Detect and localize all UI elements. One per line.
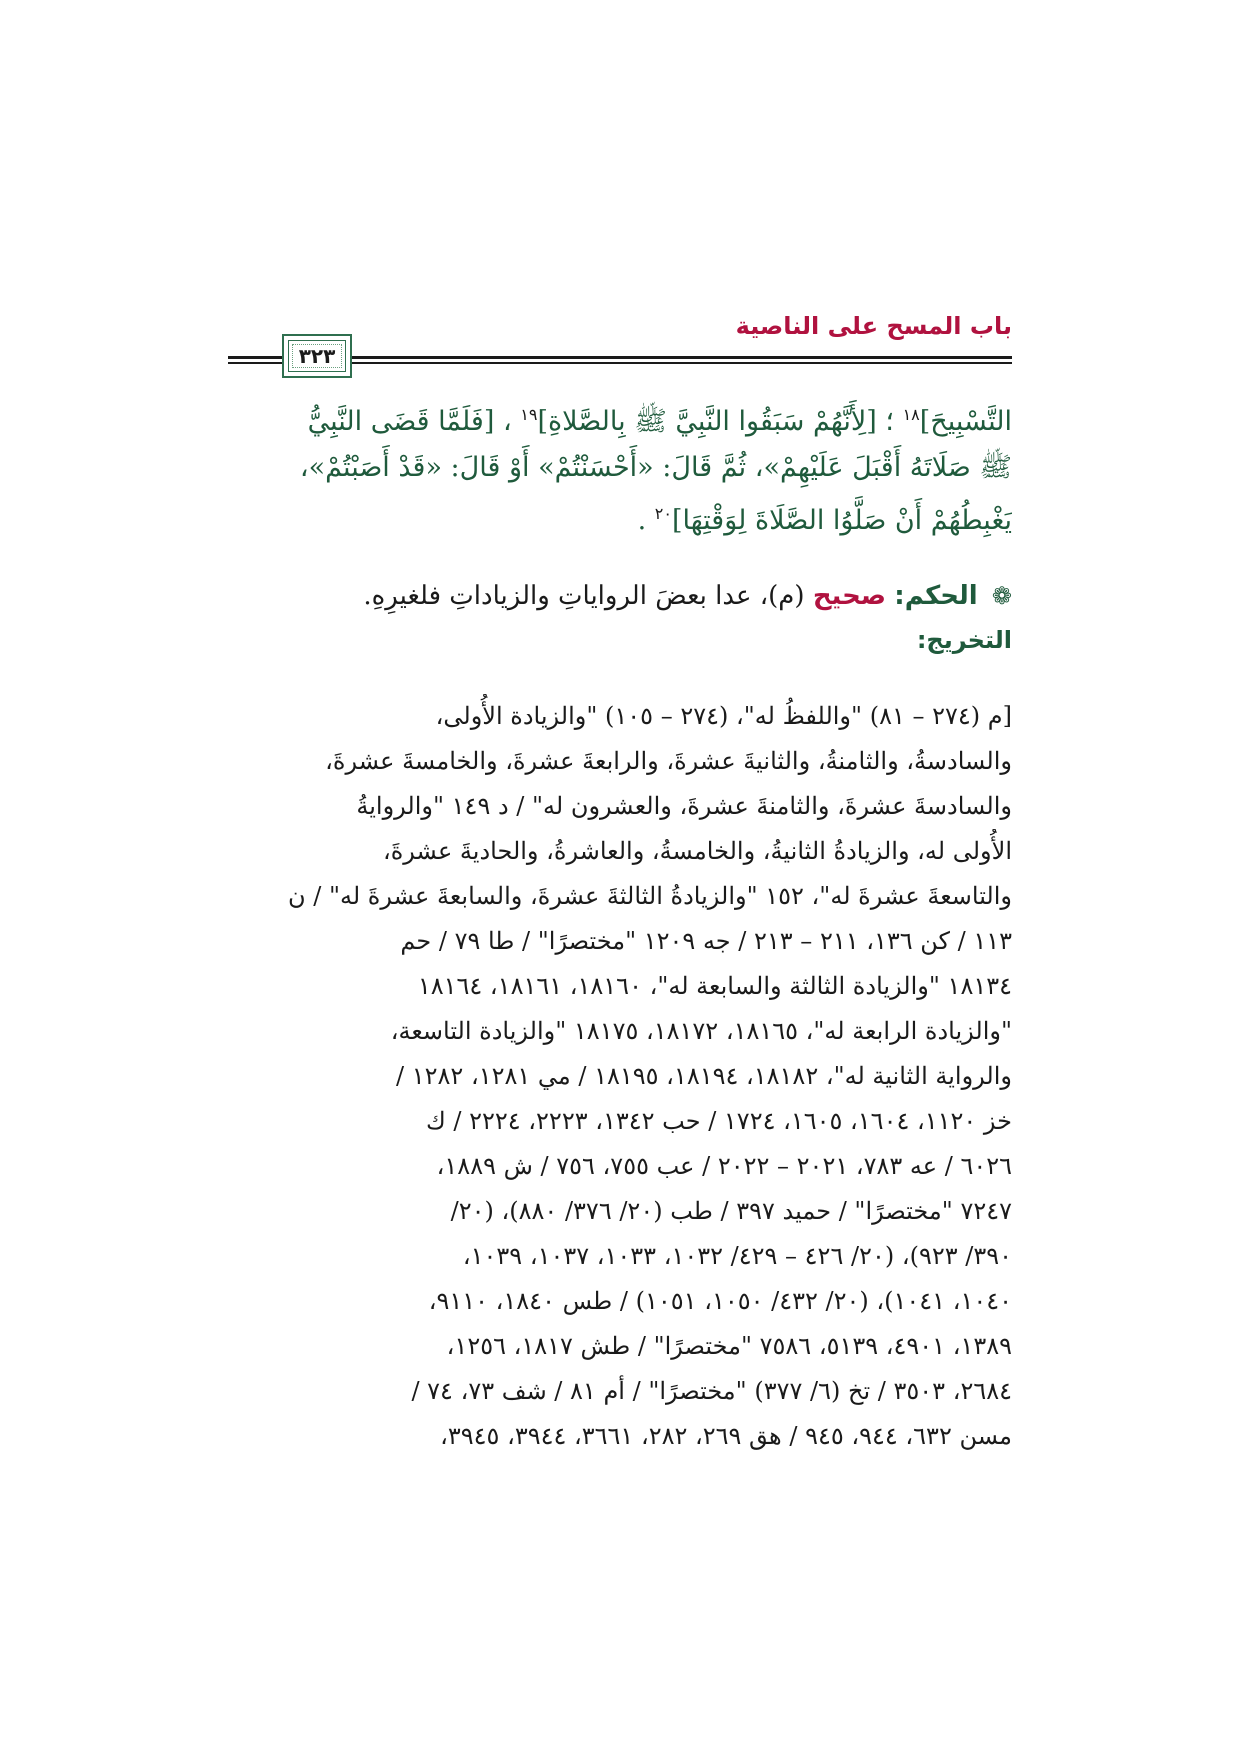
hadith-line: يَغْبِطُهُمْ أَنْ صَلَّوُا الصَّلَاةَ لِوَقْتِهَا]$^{٢٠}$ . [637, 504, 1012, 536]
takhrij-line: "والزيادة الرابعة له"، ١٨١٦٥، ١٨١٧٢، ١٨١٧٥ "والزيادة التاسعة، [390, 1017, 1012, 1045]
takhrij-line: مسن ٦٣٢، ٩٤٤، ٩٤٥ / هق ٢٦٩، ٢٨٢، ٣٦٦١، ٣٩٤٤، ٣٩٤٥، [440, 1422, 1012, 1450]
takhrij-line: [م (٢٧٤ – ٨١) "واللفظُ له"، (٢٧٤ – ١٠٥) "والزيادة الأُولى، [435, 702, 1012, 730]
hukm-line [228, 576, 1012, 616]
takhrij-line: الأُولى له، والزيادةُ الثانيةُ، والخامسةُ، والعاشرةُ، والحاديةَ عشرةَ، [382, 837, 1012, 865]
takhrij-line: والتاسعةَ عشرةَ له"، ١٥٢ "والزيادةُ الثالثةَ عشرةَ، والسابعةَ عشرةَ له" / ن [287, 882, 1012, 910]
takhrij-line: خز ١١٢٠، ١٦٠٤، ١٦٠٥، ١٧٢٤ / حب ١٣٤٢، ٢٢٢٣، ٢٢٢٤ / ك [425, 1107, 1012, 1135]
takhrij-line: ١٠٤٠، ١٠٤١)، (٢٠/ ٤٣٢/ ١٠٥٠، ١٠٥١) / طس ١٨٤٠، ٩١١٠، [428, 1287, 1012, 1315]
takhrij-line: ١٨١٣٤ "والزيادة الثالثة والسابعة له"، ١٨١٦٠، ١٨١٦١، ١٨١٦٤ [417, 972, 1012, 1000]
hukm-grade: صحيح [812, 581, 887, 611]
takhrij-line: والسادسةُ، والثامنةُ، والثانيةَ عشرةَ، والرابعةَ عشرةَ، والخامسةَ عشرةَ، [325, 747, 1012, 775]
page-number-badge [282, 334, 352, 378]
takhrij-heading: التخريج: [916, 626, 1012, 654]
hadith-line: ﷺ صَلَاتَهُ أَقْبَلَ عَلَيْهِمْ»، ثُمَّ قَالَ: «أَحْسَنْتُمْ» أَوْ قَالَ: «قَدْ أَصَبْتُمْ»، [299, 452, 1012, 483]
takhrij-line: والسادسةَ عشرةَ، والثامنةَ عشرةَ، والعشرون له" / د ١٤٩ "والروايةُ [356, 792, 1012, 820]
takhrij-line: ٢٦٨٤، ٣٥٠٣ / تخ (٦/ ٣٧٧) "مختصرًا" / أم ٨١ / شف ٧٣، ٧٤ / [411, 1377, 1012, 1405]
page-number: ٣٢٣ [298, 344, 336, 368]
takhrij-body [228, 694, 1012, 1459]
chapter-title: باب المسح على الناصية [735, 312, 1012, 340]
takhrij-line: ٦٠٢٦ / عه ٧٨٣، ٢٠٢١ – ٢٠٢٢ / عب ٧٥٥، ٧٥٦ / ش ١٨٨٩، [436, 1152, 1012, 1180]
footnote-marker: ١٩ [520, 405, 538, 424]
takhrij-line: ٧٢٤٧ "مختصرًا" / حميد ٣٩٧ / طب (٢٠/ ٣٧٦/ ٨٨٠)، (٢٠/ [450, 1197, 1012, 1225]
takhrij-line: ١٣٨٩، ٤٩٠١، ٥١٣٩، ٧٥٨٦ "مختصرًا" / طش ١٨١٧، ١٢٥٦، [446, 1332, 1012, 1360]
takhrij-line: والرواية الثانية له"، ١٨١٨٢، ١٨١٩٤، ١٨١٩٥ / مي ١٢٨١، ١٢٨٢ / [396, 1062, 1012, 1090]
hukm-rest: (م)، عدا بعضَ الرواياتِ والزياداتِ فلغيرِهِ. [363, 581, 805, 611]
flower-ornament-icon: ❁ [991, 582, 1012, 610]
footnote-marker: ٢٠ [654, 504, 672, 523]
takhrij-line: ١١٣ / كن ١٣٦، ٢١١ – ٢١٣ / جه ١٢٠٩ "مختصرًا" / طا ٧٩ / حم [400, 927, 1012, 955]
hukm-label: الحكم: [894, 581, 978, 611]
hadith-text [262, 392, 1012, 544]
takhrij-line: ٣٩٠/ ٩٢٣)، (٢٠/ ٤٢٦ – ٤٢٩/ ١٠٣٢، ١٠٣٣، ١٠٣٧، ١٠٣٩، [462, 1242, 1012, 1270]
hadith-line: التَّسْبِيحَ]$^{١٨}$ ؛ [لِأَنَّهُمْ سَبَقُوا النَّبِيَّ ﷺ بِالصَّلاةِ]$^{١٩}$ ، [فَلَمَّا قَضَى النَّبِيُّ [307, 405, 1012, 437]
footnote-marker: ١٨ [902, 405, 920, 424]
